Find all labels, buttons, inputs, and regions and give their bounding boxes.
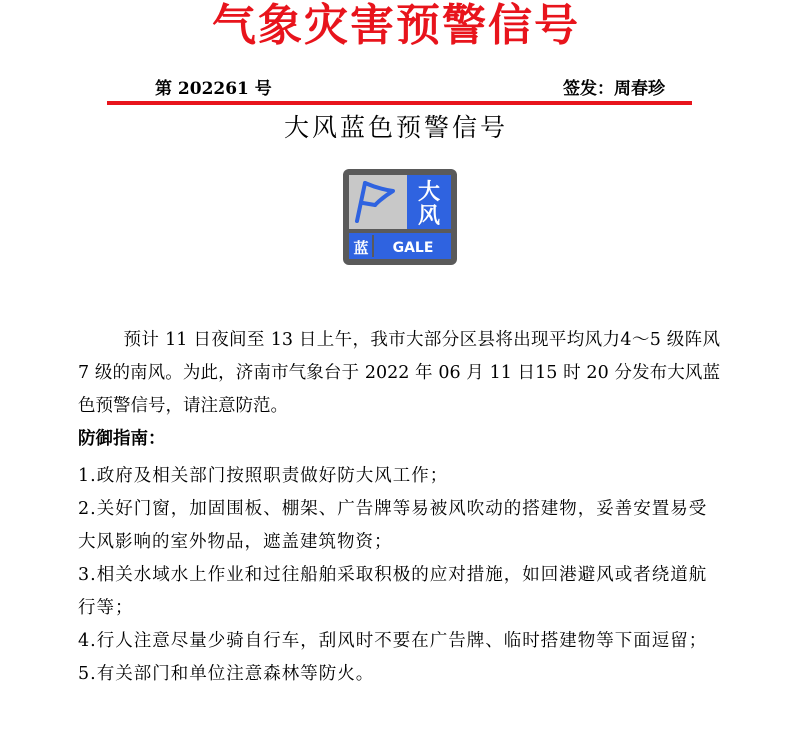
guide-item: 3.相关水域水上作业和过往船舶采取积极的应对措施，如回港避风或者绕道航行等； (78, 565, 708, 618)
document-body (78, 324, 720, 691)
guide-item: 2.关好门窗，加固围板、棚架、广告牌等易被风吹动的搭建物，妥善安置易受大风影响的室外物品，遮盖建筑物资； (78, 499, 708, 552)
icon-text-en: GALE (392, 240, 434, 256)
guide-item: 4.行人注意尽量少骑自行车，刮风时不要在广告牌、临时搭建物等下面逗留； (78, 631, 708, 651)
guide-item: 1.政府及相关部门按照职责做好防大风工作； (78, 466, 449, 486)
header-divider (107, 101, 692, 105)
document-title: 气象灾害预警信号 (212, 0, 580, 51)
icon-text-main-2: 风 (417, 204, 441, 229)
guide-heading: 防御指南： (78, 429, 166, 449)
icon-text-main-1: 大 (417, 180, 441, 205)
issue-number: 第 202261 号 (155, 79, 272, 99)
guide-item: 5.有关部门和单位注意森林等防火。 (78, 664, 375, 684)
issue-row (155, 74, 665, 98)
signer: 签发：周春珍 (563, 79, 665, 99)
icon-text-level: 蓝 (353, 239, 369, 257)
document-header (0, 0, 792, 60)
gale-blue-warning-icon (343, 169, 457, 265)
lead-paragraph: 预计 11 日夜间至 13 日上午，我市大部分区县将出现平均风力4～5 级阵风 7 级的南风。为此，济南市气象台于 2022 年 06 月 11 日15 时 20 分发布大风蓝色预警信号，请注意防范。 (78, 330, 720, 416)
signal-title: 大风蓝色预警信号 (283, 113, 508, 142)
